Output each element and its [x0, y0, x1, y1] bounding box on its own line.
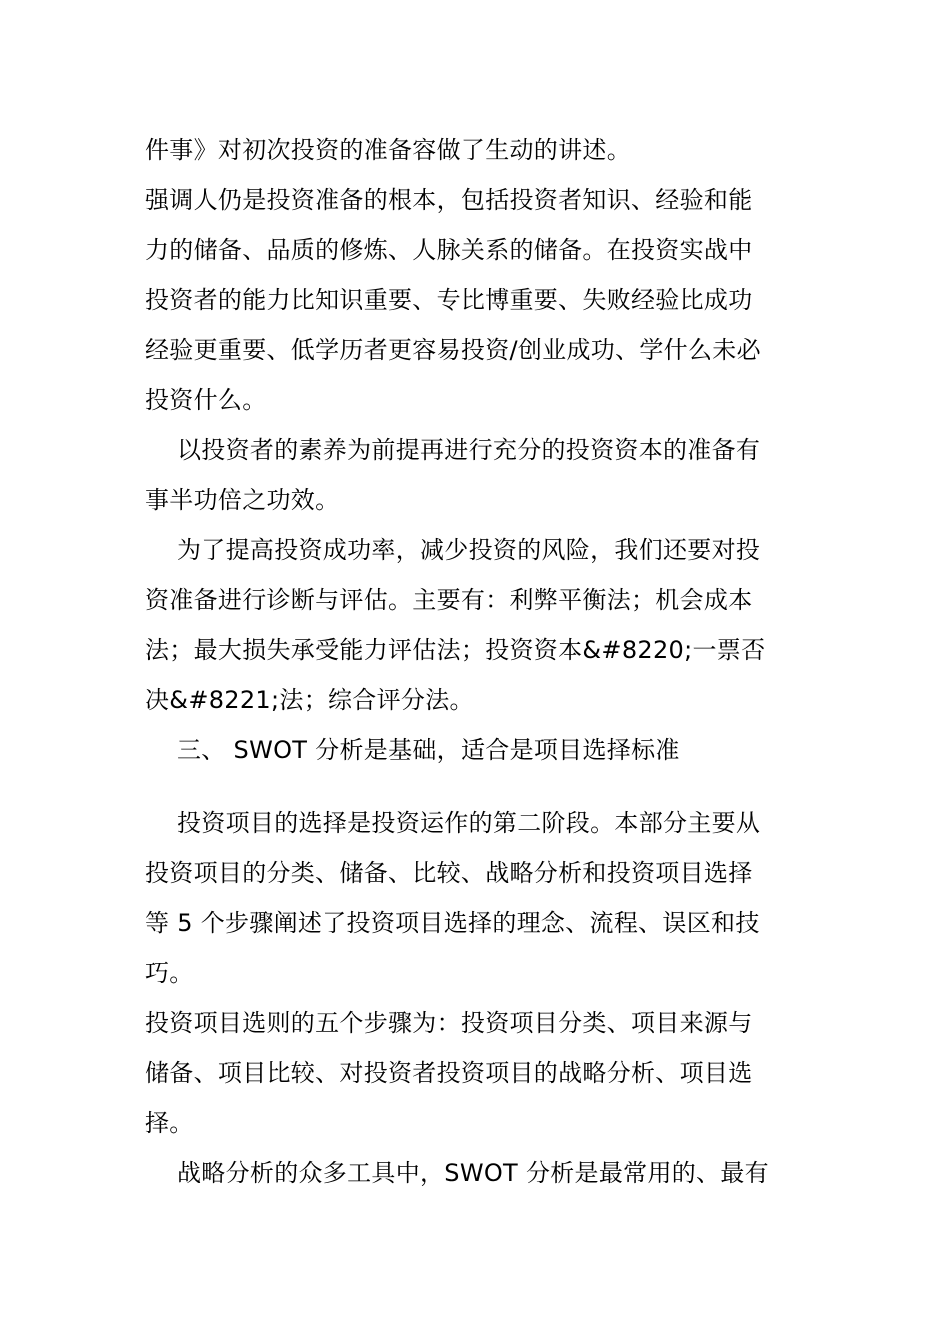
text-line: 巧。 [145, 959, 194, 987]
text-line: 投资项目的分类、储备、比较、战略分析和投资项目选择 [145, 859, 753, 887]
text-line: 力的储备、品质的修炼、人脉关系的储备。在投资实战中 [145, 236, 753, 264]
text-line: 件事》对初次投资的准备容做了生动的讲述。 [145, 136, 631, 164]
text-line: 资准备进行诊断与评估。主要有：利弊平衡法；机会成本 [145, 586, 753, 614]
section-heading: 三、 SWOT 分析是基础，适合是项目选择标准 [177, 736, 680, 764]
text-line: 决&#8221;法；综合评分法。 [145, 686, 474, 714]
text-line: 投资什么。 [145, 386, 267, 414]
text-line: 等 5 个步骤阐述了投资项目选择的理念、流程、误区和技 [145, 909, 760, 937]
text-line: 储备、项目比较、对投资者投资项目的战略分析、项目选 [145, 1059, 753, 1087]
text-line: 战略分析的众多工具中，SWOT 分析是最常用的、最有 [177, 1159, 769, 1187]
text-line: 择。 [145, 1109, 194, 1137]
text-line: 事半功倍之功效。 [145, 486, 340, 514]
text-line: 法；最大损失承受能力评估法；投资资本&#8220;一票否 [145, 636, 766, 664]
text-line: 以投资者的素养为前提再进行充分的投资资本的准备有 [177, 436, 761, 464]
text-line: 强调人仍是投资准备的根本，包括投资者知识、经验和能 [145, 186, 753, 214]
text-line: 为了提高投资成功率，减少投资的风险，我们还要对投 [177, 536, 761, 564]
text-line: 投资项目的选择是投资运作的第二阶段。本部分主要从 [177, 809, 761, 837]
text-line: 投资者的能力比知识重要、专比博重要、失败经验比成功 [145, 286, 753, 314]
text-line: 经验更重要、低学历者更容易投资/创业成功、学什么未必 [145, 336, 761, 364]
text-line: 投资项目选则的五个步骤为：投资项目分类、项目来源与 [145, 1009, 753, 1037]
